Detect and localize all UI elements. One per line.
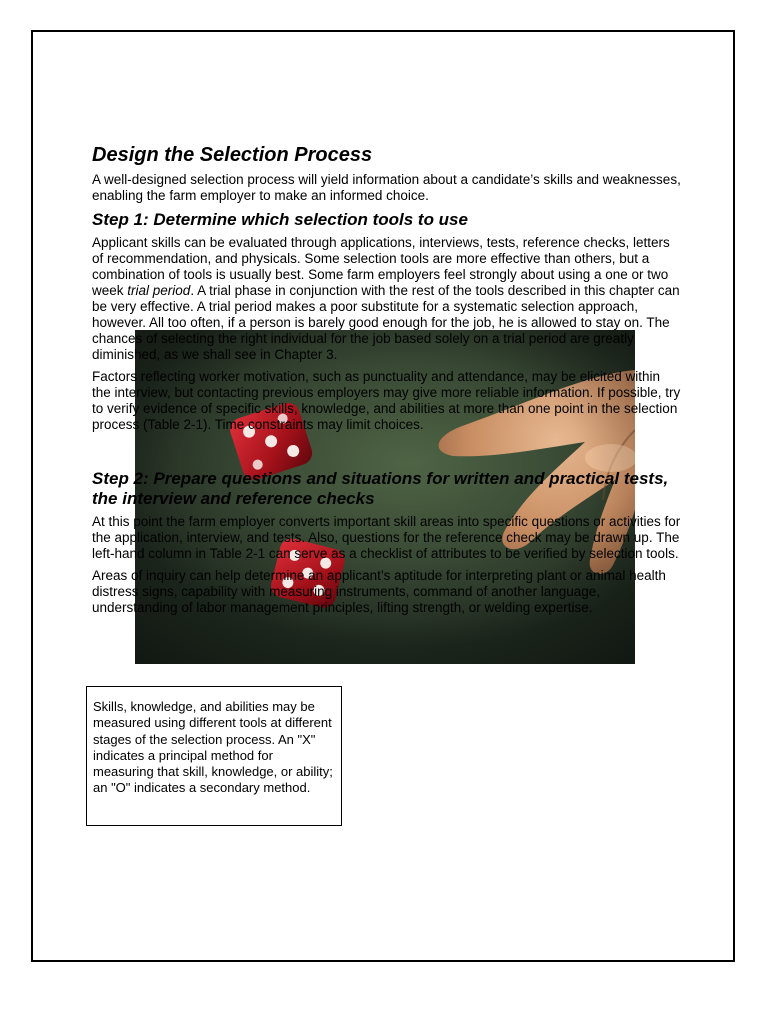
step2-paragraph-2: Areas of inquiry can help determine an applicant’s aptitude for interpreting plant or animal health distress signs, capability with measuring instruments, command of another language, understanding of labor management principles, lifting strength, or welding expertise.	[92, 568, 666, 615]
step2-heading: Step 2: Prepare questions and situations for written and practical tests, the interview and reference checks	[92, 469, 669, 508]
step1-heading: Step 1: Determine which selection tools to use	[92, 210, 468, 229]
step1-paragraph-1	[92, 235, 682, 363]
section-spacer	[92, 439, 682, 469]
trial-period-emphasis: trial period	[127, 283, 191, 298]
document-body	[92, 143, 682, 622]
step2-paragraph-1: At this point the farm employer converts important skill areas into specific questions or activities for the application, interview, and tests. Also, questions for the reference check may be drawn up. The left-hand column in Table 2-1 can serve as a checklist of attributes to be verified by selection tools.	[92, 514, 681, 561]
step1-paragraph-1-end: . A trial phase in conjunction with the rest of the tools described in this chapter can be very effective. A trial period makes a poor substitute for a systematic selection approach, however. All too often, if a person is barely good enough for the job, he is allowed to stay on. The chances of selecting the right individual for the job based solely on a trial period are greatly diminished, as we shall see in Chapter 3.	[92, 283, 680, 362]
intro-paragraph: A well-designed selection process will yield information about a candidate’s skills and weaknesses, enabling the farm employer to make an informed choice.	[92, 172, 681, 203]
step1-paragraph-1-start: Applicant skills can be evaluated through applications, interviews, tests, reference checks, letters of recommendation, and physicals. Some selection tools are more effective than others, but a combination of tools is usually best. Some farm employers feel strongly about using a one or two week	[92, 235, 670, 298]
step1-paragraph-2: Factors reflecting worker motivation, such as punctuality and attendance, may be elicited within the interview, but contacting previous employers may give more reliable information. If possible, try to verify evidence of specific skills, knowledge, and abilities at more than one point in the selection process (Table 2-1). Time constraints may limit choices.	[92, 369, 681, 432]
document-title: Design the Selection Process	[92, 144, 373, 166]
table-caption-box: Skills, knowledge, and abilities may be measured using different tools at different stages of the selection process. An "X" indicates a principal method for measuring that skill, knowledge, or ability; an "O" indicates a secondary method.	[86, 686, 342, 826]
